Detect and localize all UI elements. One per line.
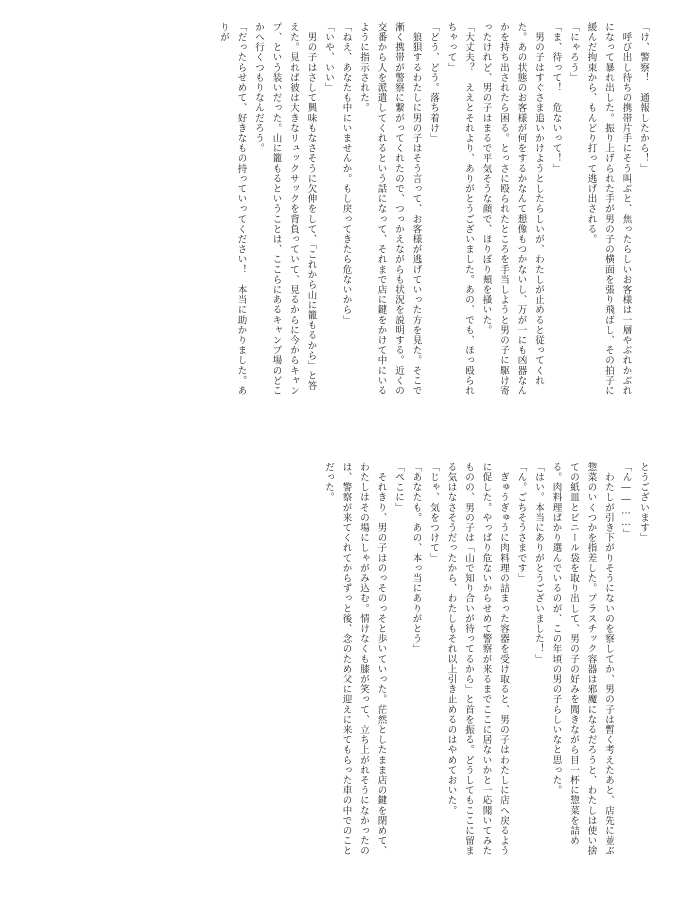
paragraph: 「いや、いい」 — [323, 22, 334, 93]
paragraph: 「ん――……」 — [620, 462, 632, 539]
paragraph: 「あなたも。あの、本っ当にありがとう」 — [410, 462, 422, 654]
paragraph: それきり、男の子はのっそのっそと歩いていった。茫然としたまま店の鍵を閉めて、わたしはその場にしゃがみ込む。情けなくも膝が笑って、立ち上がれそうになかったのは、警察が来てくれてからずっと後、念のため父に迎えに来てもらった車の中でのことだった。 — [323, 462, 387, 856]
paragraph: 「ま、待って！ 危ないって！」 — [550, 22, 562, 174]
paragraph: 呼び出し待ちの携帯片手にそう叫ぶと、焦ったらしいお客様は一層やぶれかぶれになって暴れ出した。振り上げられた手が男の子の横面を張り飛ばし、その拍子に緩んだ拘束から、もんどり打って逃げ出される。 — [585, 22, 632, 396]
paragraph: 「にゃろう」 — [568, 22, 579, 83]
paragraph: 「だったらせめて、好きなもの持っていってください！ 本当に助かりました。ありが — [218, 22, 247, 396]
paragraph: とうございます」 — [638, 462, 649, 543]
paragraph: 男の子はさして興味もなさそうに欠伸をして、「これから山に籠もるから」と答えた。見れば彼は大きなリュックサックを背負っていて、見るからに今からキャンプ、という装いだった。山に籠もるということは、ここらにあるキャンプ場のどこかへ行くつもりなんだろう。 — [253, 22, 317, 396]
paragraph: 「はい。本当にありがとうございました！」 — [533, 462, 544, 664]
paragraph: ぎゅうぎゅうに肉料理の詰まった容器を受け取ると、男の子はわたしに店へ戻るように促した。やっぱり危ないからせめて警察が来るまでここに居ないかと一応聞いてみたものの、男の子は「山で知り合いが待ってるから」と首を振る。どうしてもここに留まる気はなさそうだったから、わたしもそれ以上引き止めるのはやめておいた。 — [445, 462, 509, 856]
text-block-bottom — [180, 462, 652, 856]
paragraph: 「ん。ごちそうさまです」 — [515, 462, 527, 584]
text-block-top — [22, 22, 652, 400]
paragraph: 「どう、どう。落ち着け」 — [428, 22, 439, 144]
paragraph: 「ねえ、あなたも中にいませんか。もし戻ってきたら危ないから」 — [340, 22, 352, 325]
paragraph: わたしが引き下がりそうにないのを察してか、男の子は暫く考えたあと、店先に並ぶ惣菜のいくつかを指差した。プラスチック容器は邪魔になるだろうと、わたしは使い捨ての紙皿とビニール袋を取り出して、男の子の好みを聞きながら目一杯に惣菜を詰める。肉料理ばかり選んでいるのが、この年頃の男の子らしいなと思った。 — [550, 462, 614, 856]
paragraph: 狼狽するわたしに男の子はそう言って、お客様が逃げていった方を見た。そこで漸く携帯が警察に繋がってくれたので、つっかえながらも状況を説明する。近くの交番から人を派遣してくれるという話になって、それまで店に鍵をかけて中にいるように指示された。 — [358, 22, 422, 396]
paragraph: 「大丈夫？ ええとそれより、ありがとうございました。あの、でも、ほっ殴られちゃって」 — [445, 22, 474, 396]
paragraph: 「け、警察！ 通報したから！」 — [638, 22, 649, 174]
paragraph: 男の子はすぐさま追いかけようとしたらしいが、わたしが止めると従ってくれた。あの状態のお客様が何をするかなんて想像もつかないし、万が一にも凶器なんかを持ち出されたら困る。とっさに殴られたところを手当しようと男の子に駆け寄ったけれど、男の子はまるで平気そうな顔で、ほりぼり頬を掻いた。 — [480, 22, 544, 396]
paragraph: 「ぺこに」 — [393, 462, 404, 513]
paragraph: 「じゃ、気をつけて」 — [428, 462, 439, 563]
